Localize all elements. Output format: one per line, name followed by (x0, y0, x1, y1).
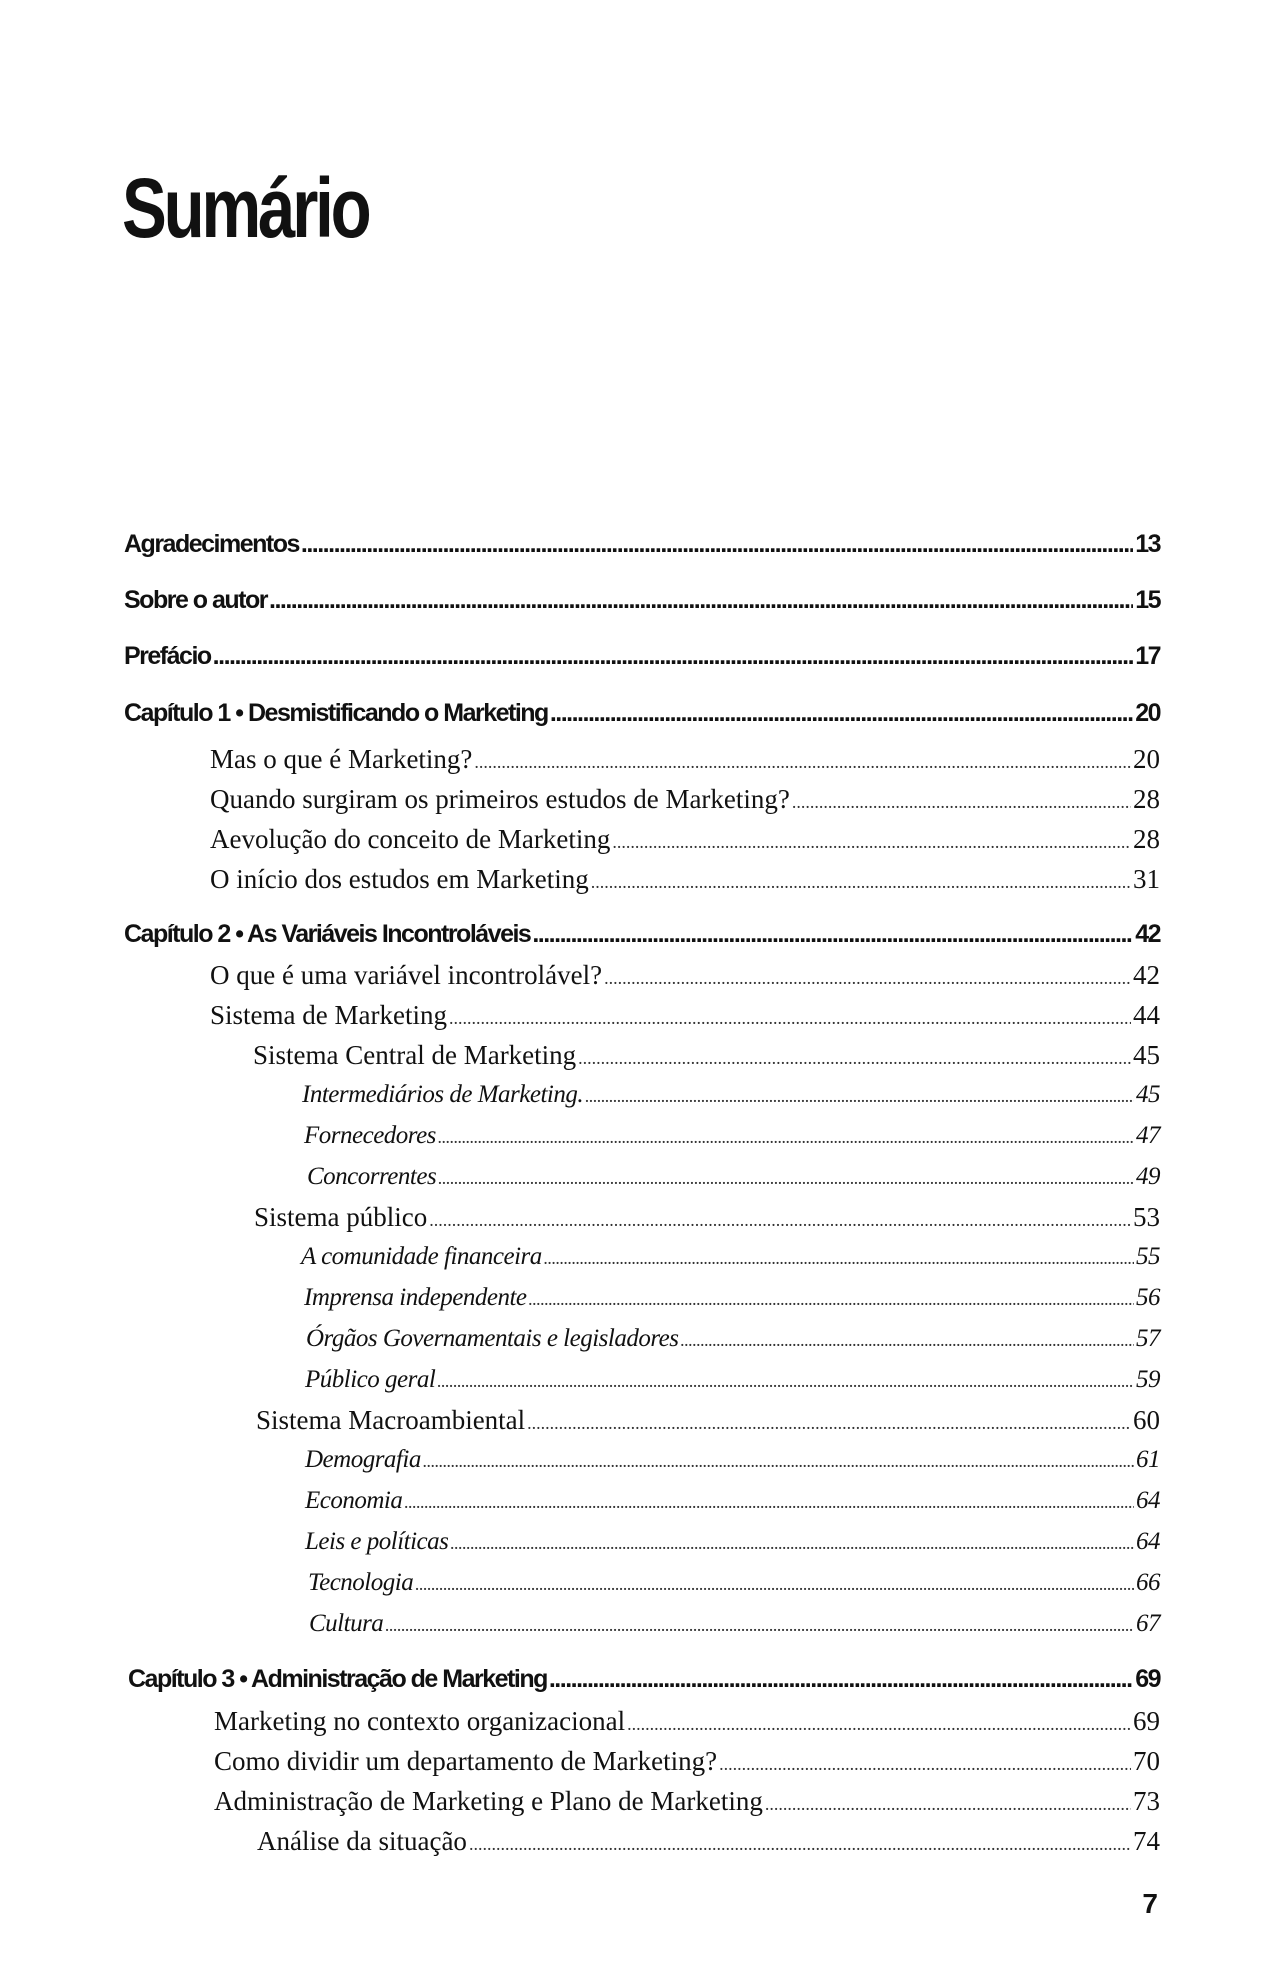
toc-leader-dots (385, 1615, 1134, 1636)
toc-leader-dots (612, 832, 1131, 853)
toc-leader-dots (213, 642, 1134, 671)
toc-entry (124, 699, 1160, 728)
toc-entry (124, 920, 1160, 949)
toc-entry (210, 744, 1160, 775)
toc-entry-page: 69 (1133, 1706, 1160, 1736)
toc-entry-label: Como dividir um departamento de Marketing? (214, 1746, 718, 1776)
toc-leader-dots (765, 1794, 1131, 1815)
toc-leader-dots (550, 699, 1133, 728)
toc-entry-label: Mas o que é Marketing? (210, 744, 473, 774)
toc-leader-dots (301, 530, 1133, 559)
toc-entry (214, 1706, 1160, 1737)
toc-entry (124, 586, 1160, 615)
toc-entry-label: O que é uma variável incontrolável? (210, 960, 603, 990)
toc-entry (257, 1826, 1160, 1857)
toc-leader-dots (269, 586, 1133, 615)
toc-entry-page: 55 (1136, 1243, 1160, 1270)
toc-entry (254, 1202, 1160, 1233)
toc-entry-label: Economia (305, 1487, 403, 1514)
toc-entry-page: 17 (1135, 642, 1160, 670)
toc-entry-label: Fornecedores (304, 1122, 436, 1149)
toc-leader-dots (429, 1210, 1131, 1231)
toc-leader-dots (437, 1371, 1134, 1392)
toc-entry-page: 61 (1136, 1446, 1160, 1473)
toc-leader-dots (532, 920, 1133, 949)
toc-entry-label: O início dos estudos em Marketing (210, 864, 589, 894)
toc-entry-label: Capítulo 2 • As Variáveis Incontroláveis (124, 920, 531, 948)
toc-entry-page: 13 (1135, 530, 1160, 558)
toc-entry (214, 1746, 1160, 1777)
toc-entry-label: Aevolução do conceito de Marketing (210, 824, 611, 854)
toc-entry (256, 1405, 1160, 1436)
toc-entry-label: Sobre o autor (124, 586, 268, 614)
toc-leader-dots (529, 1289, 1134, 1310)
toc-entry (308, 1569, 1160, 1597)
toc-entry (302, 1081, 1160, 1109)
toc-entry-page: 45 (1136, 1081, 1160, 1108)
toc-leader-dots (469, 1834, 1131, 1855)
toc-entry-page: 70 (1133, 1746, 1160, 1776)
toc-entry (210, 960, 1160, 991)
toc-leader-dots (449, 1008, 1131, 1029)
toc-entry-page: 66 (1136, 1569, 1160, 1596)
toc-entry-page: 56 (1136, 1284, 1160, 1311)
toc-entry-page: 74 (1133, 1826, 1160, 1856)
toc-entry (305, 1528, 1160, 1556)
toc-entry-label: Tecnologia (308, 1569, 414, 1596)
toc-leader-dots (549, 1665, 1133, 1694)
toc-leader-dots (438, 1168, 1134, 1189)
toc-leader-dots (604, 968, 1131, 989)
toc-leader-dots (591, 872, 1131, 893)
toc-leader-dots (544, 1248, 1134, 1269)
toc-entry-label: Capítulo 1 • Desmistificando o Marketing (124, 699, 548, 727)
toc-leader-dots (578, 1048, 1131, 1069)
toc-entry (210, 824, 1160, 855)
toc-entry (305, 1446, 1160, 1474)
toc-entry-page: 20 (1133, 744, 1160, 774)
toc-entry (304, 1284, 1160, 1312)
toc-entry-label: Órgãos Governamentais e legisladores (306, 1325, 679, 1352)
toc-entry-page: 15 (1135, 586, 1160, 614)
toc-entry (304, 1122, 1160, 1150)
toc-leader-dots (474, 752, 1131, 773)
toc-entry-page: 59 (1136, 1366, 1160, 1393)
toc-entry-page: 49 (1136, 1163, 1160, 1190)
toc-entry-page: 28 (1133, 824, 1160, 854)
page-title: Sumário (122, 161, 369, 255)
toc-entry-page: 47 (1136, 1122, 1160, 1149)
toc-entry-label: Sistema público (254, 1202, 428, 1232)
toc-leader-dots (585, 1086, 1134, 1107)
toc-entry (124, 530, 1160, 559)
toc-leader-dots (450, 1533, 1134, 1554)
toc-entry-page: 57 (1136, 1325, 1160, 1352)
toc-entry (305, 1487, 1160, 1515)
toc-entry-page: 73 (1133, 1786, 1160, 1816)
toc-entry-label: Prefácio (124, 642, 211, 670)
toc-entry-label: Intermediários de Marketing. (302, 1081, 584, 1108)
toc-leader-dots (719, 1754, 1131, 1775)
toc-entry-label: A comunidade financeira (301, 1243, 542, 1270)
toc-entry-label: Análise da situação (257, 1826, 467, 1856)
toc-leader-dots (792, 792, 1131, 813)
toc-entry-label: Administração de Marketing e Plano de Marketing (214, 1786, 763, 1816)
footer-page-number: 7 (1142, 1888, 1158, 1919)
toc-entry-label: Marketing no contexto organizacional (214, 1706, 626, 1736)
toc-entry-page: 31 (1133, 864, 1160, 894)
toc-entry (210, 784, 1160, 815)
toc-entry (128, 1665, 1160, 1694)
toc-entry-label: Sistema Macroambiental (256, 1405, 526, 1435)
toc-entry-page: 28 (1133, 784, 1160, 814)
toc-entry (306, 1325, 1160, 1353)
toc-entry-label: Concorrentes (307, 1163, 437, 1190)
toc-entry-label: Cultura (309, 1610, 384, 1637)
toc-entry-label: Quando surgiram os primeiros estudos de Marketing? (210, 784, 790, 814)
toc-entry-label: Público geral (305, 1366, 436, 1393)
toc-entry-page: 20 (1135, 699, 1160, 727)
toc-leader-dots (404, 1492, 1134, 1513)
toc-entry-label: Sistema Central de Marketing (253, 1040, 577, 1070)
toc-entry (309, 1610, 1160, 1638)
toc-entry-label: Demografia (305, 1446, 421, 1473)
toc-entry-page: 60 (1133, 1405, 1160, 1435)
toc-entry (124, 642, 1160, 671)
toc-entry (253, 1040, 1160, 1071)
toc-leader-dots (527, 1413, 1131, 1434)
toc-entry-page: 42 (1133, 960, 1160, 990)
toc-entry-label: Imprensa independente (304, 1284, 527, 1311)
toc-entry-page: 69 (1135, 1665, 1160, 1693)
toc-leader-dots (423, 1451, 1134, 1472)
toc-entry-page: 42 (1135, 920, 1160, 948)
toc-entry-label: Leis e políticas (305, 1528, 449, 1555)
toc-entry-label: Agradecimentos (124, 530, 299, 558)
toc-entry-page: 53 (1133, 1202, 1160, 1232)
toc-entry-page: 45 (1133, 1040, 1160, 1070)
toc-entry-page: 44 (1133, 1000, 1160, 1030)
toc-entry (307, 1163, 1160, 1191)
toc-entry-page: 64 (1136, 1528, 1160, 1555)
toc-leader-dots (627, 1714, 1131, 1735)
toc-entry (210, 864, 1160, 895)
toc-entry-page: 67 (1136, 1610, 1160, 1637)
toc-entry-page: 64 (1136, 1487, 1160, 1514)
toc-entry (301, 1243, 1160, 1271)
toc-leader-dots (438, 1127, 1134, 1148)
toc-entry (214, 1786, 1160, 1817)
toc-entry-label: Capítulo 3 • Administração de Marketing (128, 1665, 547, 1693)
toc-entry-label: Sistema de Marketing (210, 1000, 447, 1030)
toc-entry (305, 1366, 1160, 1394)
toc-leader-dots (415, 1574, 1134, 1595)
toc-leader-dots (680, 1330, 1134, 1351)
toc-entry (210, 1000, 1160, 1031)
